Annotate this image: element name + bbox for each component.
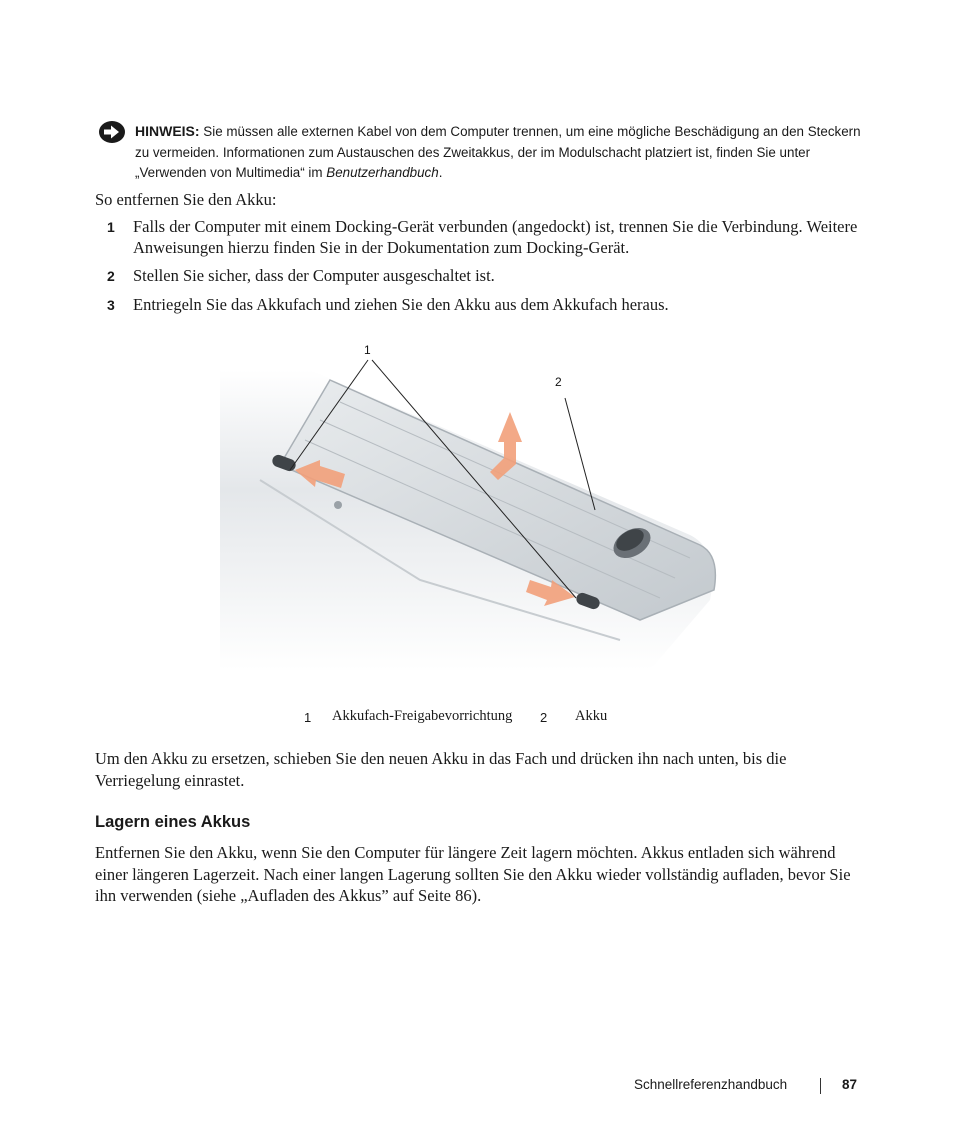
- callout-1: 1: [364, 343, 371, 357]
- notice-text: [135, 121, 870, 184]
- legend-number: 2: [540, 710, 548, 725]
- step-number: 1: [107, 219, 115, 235]
- section-heading: Lagern eines Akkus: [95, 813, 251, 831]
- replace-paragraph: Um den Akku zu ersetzen, schieben Sie den neuen Akku in das Fach und drücken ihn nach unten, bis die Verriegelung einrastet.: [95, 749, 787, 790]
- notice-arrow-icon: [98, 120, 126, 144]
- step-text: Entriegeln Sie das Akkufach und ziehen Sie den Akku aus dem Akkufach heraus.: [133, 295, 669, 314]
- page-number: 87: [842, 1077, 858, 1092]
- step-text: Falls der Computer mit einem Docking-Gerät verbunden (angedockt) ist, trennen Sie die Verbindung. Weitere Anweisungen hierzu finden Sie in der Dokumentation zum Docking-Gerät.: [133, 217, 858, 257]
- notice-label: HINWEIS:: [135, 123, 200, 139]
- notice-end: .: [438, 165, 443, 180]
- footer-separator: [820, 1078, 821, 1094]
- notice-book-title: Benutzerhandbuch: [326, 165, 439, 180]
- notice-body: Sie müssen alle externen Kabel von dem Computer trennen, um eine mögliche Beschädigung an den Steckern zu vermeiden. Informationen zum Austauschen des Zweitakkus, der im Modulschacht platziert ist, finden Sie unter „Verwenden von Multimedia“ im: [135, 124, 861, 180]
- legend-label: Akkufach-Freigabevorrichtung: [332, 708, 513, 724]
- battery-removal-illustration: [220, 340, 740, 700]
- step-number: 2: [107, 268, 115, 284]
- step-text: Stellen Sie sicher, dass der Computer ausgeschaltet ist.: [133, 266, 495, 285]
- intro-text: So entfernen Sie den Akku:: [95, 190, 277, 209]
- callout-2: 2: [555, 375, 562, 389]
- storage-paragraph: Entfernen Sie den Akku, wenn Sie den Computer für längere Zeit lagern möchten. Akkus entladen sich während einer längeren Lagerzeit. Nach einer langen Lagerung sollten Sie den Akku wieder vollständig aufladen, bevor Sie ihn verwenden (siehe „Aufladen des Akkus” auf Seite 86).: [95, 843, 851, 905]
- footer-title: Schnellreferenzhandbuch: [634, 1077, 788, 1092]
- step-number: 3: [107, 297, 115, 313]
- legend-number: 1: [304, 710, 312, 725]
- legend-label: Akku: [575, 708, 608, 724]
